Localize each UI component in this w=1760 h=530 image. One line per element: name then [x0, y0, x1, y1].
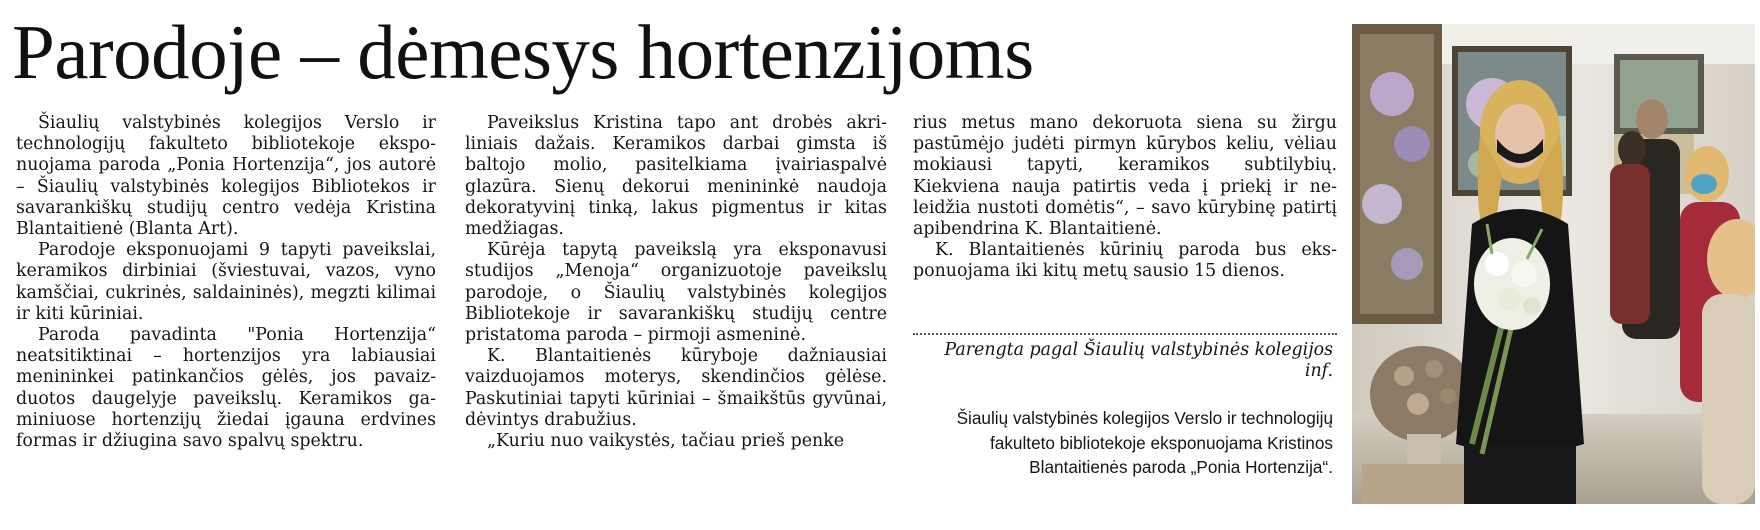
paragraph: Paveikslus Kristina tapo ant drobės akriliniais dažais. Keramikos darbai gimsta iš baltojo molio, pasitelkiama įvairiaspalvė glazūra. Sienų dekorui menininkė naudoja dekoratyvinį tinką, lakus pigmentus ir kitas medžiagas.	[465, 113, 887, 240]
paragraph: K. Blantaitienės kūrinių paroda bus eksponuojama iki kitų metų sausio 15 dienos.	[913, 240, 1337, 282]
paragraph: „Kuriu nuo vaikystės, tačiau prieš penke	[487, 431, 845, 452]
paragraph: Paroda pavadinta "Ponia Hortenzija“ neatsitiktinai – hortenzijos yra labiausiai menininkei patinkančios gėlės, jos pavaizduotos daugelyje paveikslų. Keramikos gaminiuose hortenzijų žiedai įgauna erdvines formas ir džiugina savo spalvų spektru.	[16, 325, 436, 452]
paragraph: K. Blantaitienės kūryboje dažniausiai vaizduojamos moterys, skendinčios gėlėse. Paskutiniai tapyti kūriniai – šmaikštūs gyvūnai, dėvintys drabužius.	[465, 346, 887, 430]
exhibition-photo	[1352, 24, 1755, 504]
paragraph: Kūrėja tapytą paveikslą yra eksponavusi studijos „Menoja“ organizuotoje paveikslų parodoje, o Šiaulių valstybinės kolegijos Bibliotekoje ir savarankiškų studijų centre pristatoma paroda – pirmoji asmeninė.	[465, 240, 887, 346]
paragraph: rius metus mano dekoruota siena su žirgu pastūmėjo judėti pirmyn kūrybos keliu, vėliau mokiausi tapyti, keramikos subtilybių. Kiekviena nauja patirtis veda į priekį ir neleidžia nustoti domėtis“, – savo kūrybinę patirtį apibendrina K. Blantaitienė.	[913, 113, 1337, 240]
article-column-3	[913, 113, 1337, 283]
dotted-divider	[913, 333, 1337, 335]
article-column-2	[465, 113, 887, 452]
paragraph: Parodoje eksponuojami 9 tapyti paveikslai, keramikos dirbiniai (šviestuvai, vazos, vyno kamščiai, cukrinės, saldaininės), megzti kilimai ir kiti kūriniai.	[16, 240, 436, 324]
article-column-1	[16, 113, 436, 452]
source-credit: Parengta pagal Šiaulių valstybinės kolegijos inf.	[944, 340, 1333, 381]
headline: Parodoje – dėmesys hortenzijoms	[12, 9, 1034, 95]
exhibition-photo-icon	[1352, 24, 1755, 504]
photo-caption: Šiaulių valstybinės kolegijos Verslo ir technologijų fakulteto bibliotekoje eksponuojama Kristinos Blantaitienės paroda „Ponia Hortenzija“.	[956, 408, 1333, 477]
paragraph: Šiaulių valstybinės kolegijos Verslo ir technologijų fakulteto bibliotekoje eksponuojama paroda „Ponia Hortenzija“, jos autorė – Šiaulių valstybinės kolegijos Bibliotekos ir savarankiškų studijų centro vedėja Kristina Blantaitienė (Blanta Art).	[16, 113, 436, 240]
